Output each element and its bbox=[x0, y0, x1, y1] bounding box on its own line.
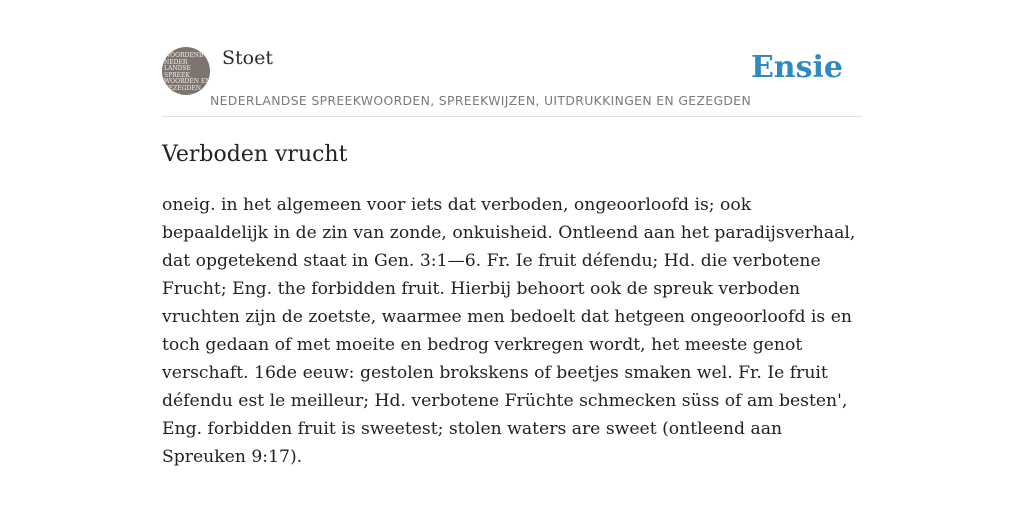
source-name[interactable]: Stoet bbox=[222, 47, 273, 69]
source-header bbox=[162, 0, 862, 117]
avatar-text-line: GEZEGDEN bbox=[164, 84, 201, 92]
entry-title: Verboden vrucht bbox=[162, 142, 348, 167]
source-subtitle: NEDERLANDSE SPREEKWOORDEN, SPREEKWIJZEN, UITDRUKKINGEN EN GEZEGDEN bbox=[210, 93, 752, 108]
avatar-text-line: WOORDEN EN bbox=[164, 78, 210, 85]
entry-card bbox=[162, 0, 862, 471]
avatar-text-line: LANDSE bbox=[164, 65, 191, 72]
brand-logo[interactable]: Ensie bbox=[750, 50, 843, 85]
entry-body: oneig. in het algemeen voor iets dat verboden, ongeoorloofd is; ook bepaaldelijk in de zin van zonde, onkuisheid. Ontleend aan het paradijsverhaal, dat opgetekend staat in Gen. 3:1—6. Fr. Ie fruit défendu; Hd. die verbotene Frucht; Eng. the forbidden fruit. Hierbij behoort ook de spreuk verboden vruchten zijn de zoetste, waarmee men bedoelt dat hetgeen ongeoorloofd is en toch gedaan of met moeite en bedrog verkregen wordt, het meeste genot verschaft. 16de eeuw: gestolen brokskens of beetjes smaken wel. Fr. Ie fruit défendu est le meilleur; Hd. verbotene Früchte schmecken süss of am besten', Eng. forbidden fruit is sweetest; stolen waters are sweet (ontleend aan Spreuken 9:17). bbox=[162, 195, 856, 467]
avatar-text-line: SPREEK bbox=[164, 71, 190, 79]
avatar-text-line: NEDER bbox=[164, 58, 188, 66]
avatar-text-line: WOORDENB bbox=[164, 52, 204, 59]
source-avatar[interactable] bbox=[162, 47, 210, 95]
